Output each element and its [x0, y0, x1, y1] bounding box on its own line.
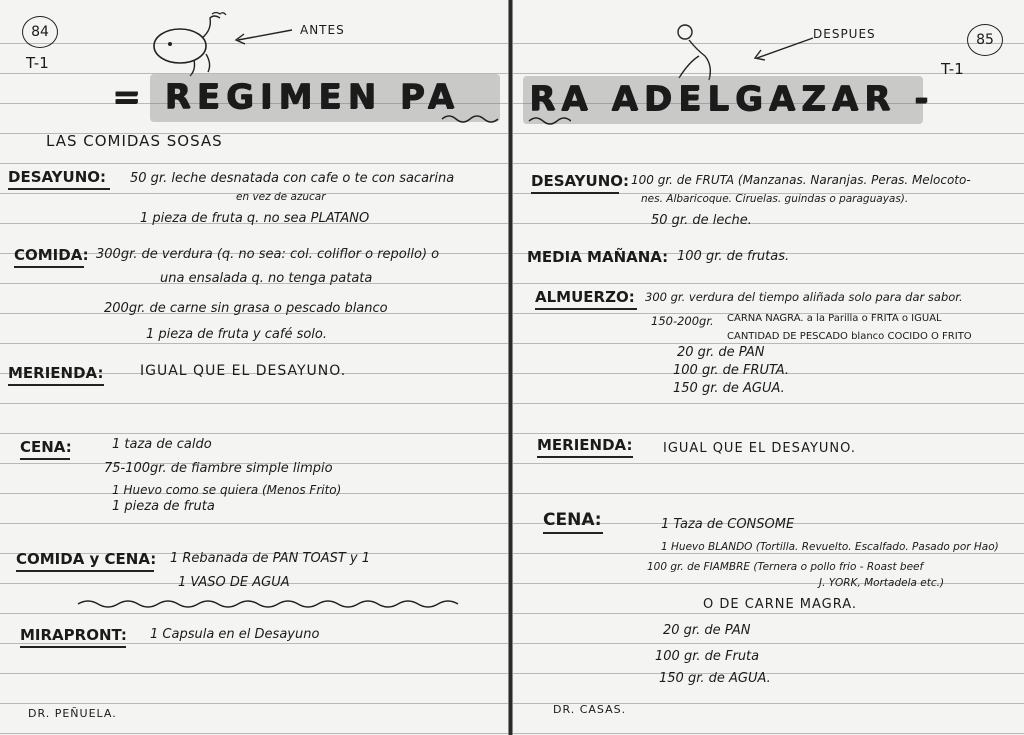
media-manana-heading: MEDIA MAÑANA:: [527, 248, 669, 266]
cena-heading-right: CENA:: [543, 510, 602, 530]
almuerzo-line-5: 100 gr. de FRUTA.: [673, 363, 790, 378]
annotation-after: DESPUES: [813, 27, 876, 41]
cena-right-line-3: 100 gr. de FIAMBRE (Ternera o pollo frio - Roast beef: [647, 561, 924, 573]
page-number-right: 85: [967, 24, 1003, 56]
cena-right-line-5: O DE CARNE MAGRA.: [703, 597, 858, 612]
cena-right-line-1: 1 Taza de CONSOME: [661, 517, 795, 532]
divider-squiggle: [76, 598, 476, 610]
mirapront-heading: MIRAPRONT:: [20, 626, 127, 644]
almuerzo-line-3: CANTIDAD DE PESCADO blanco COCIDO O FRITO: [727, 331, 972, 342]
desayuno-underline-right: [531, 192, 619, 194]
arrow-icon: [751, 36, 815, 62]
doctor-left: DR. PEÑUELA.: [28, 707, 117, 720]
desayuno-right-line-1: 100 gr. de FRUTA (Manzanas. Naranjas. Peras. Melocoto-: [631, 173, 971, 187]
mirapront-text: 1 Capsula en el Desayuno: [150, 627, 320, 642]
cena-underline-right: [543, 532, 603, 534]
title-right: RA ADELGAZAR -: [529, 79, 935, 119]
subtitle: LAS COMIDAS SOSAS: [46, 132, 223, 150]
tag-left: T-1: [26, 54, 49, 72]
desayuno-right-line-2: nes. Albaricoque. Ciruelas. guindas o paraguayas).: [641, 193, 909, 205]
almuerzo-line-6: 150 gr. de AGUA.: [673, 381, 785, 396]
cena-right-line-8: 150 gr. de AGUA.: [659, 671, 771, 686]
cena-heading: CENA:: [20, 438, 72, 456]
cena-line-3: 1 Huevo como se quiera (Menos Frito): [112, 483, 342, 497]
merienda-underline: [8, 384, 104, 386]
title-squiggle: [440, 114, 500, 124]
merienda-underline-right: [537, 456, 633, 458]
comida-line-4: 1 pieza de fruta y café solo.: [146, 327, 327, 342]
left-page: [0, 0, 509, 735]
comida-underline: [14, 266, 84, 268]
merienda-heading: MERIENDA:: [8, 364, 104, 382]
tag-right: T-1: [941, 60, 964, 78]
desayuno-underline: [8, 188, 110, 190]
right-page: [512, 0, 1024, 735]
desayuno-heading: DESAYUNO:: [8, 168, 107, 186]
cena-underline: [20, 458, 70, 460]
cena-line-2: 75-100gr. de fiambre simple limpio: [104, 461, 333, 476]
comida-heading: COMIDA:: [14, 246, 89, 264]
comida-cena-line-1: 1 Rebanada de PAN TOAST y 1: [170, 551, 371, 566]
title-squiggle: [527, 116, 571, 126]
comida-line-1: 300gr. de verdura (q. no sea: col. coliflor o repollo) o: [96, 247, 440, 262]
desayuno-right-line-3: 50 gr. de leche.: [651, 213, 752, 228]
merienda-text-right: IGUAL QUE EL DESAYUNO.: [663, 441, 856, 456]
desayuno-heading-right: DESAYUNO:: [531, 172, 630, 190]
title-left: = REGIMEN PA: [112, 77, 460, 117]
desayuno-line-2: 1 pieza de fruta q. no sea PLATANO: [140, 211, 370, 226]
merienda-heading-right: MERIENDA:: [537, 436, 633, 454]
almuerzo-line-2a: 150-200gr.: [651, 314, 714, 328]
comida-cena-underline: [16, 570, 154, 572]
merienda-text: IGUAL QUE EL DESAYUNO.: [140, 363, 347, 379]
cena-right-line-4: J. YORK, Mortadela etc.): [819, 577, 945, 589]
almuerzo-line-4: 20 gr. de PAN: [677, 345, 765, 360]
cena-right-line-6: 20 gr. de PAN: [663, 623, 751, 638]
cena-right-line-2: 1 Huevo BLANDO (Tortilla. Revuelto. Escalfado. Pasado por Hao): [661, 541, 999, 553]
annotation-before: ANTES: [300, 23, 345, 37]
cena-line-4: 1 pieza de fruta: [112, 499, 215, 514]
cena-line-1: 1 taza de caldo: [112, 437, 212, 452]
before-figure-drawing: [150, 8, 240, 80]
comida-cena-line-2: 1 VASO DE AGUA: [178, 575, 290, 590]
almuerzo-line-1: 300 gr. verdura del tiempo aliñada solo para dar sabor.: [645, 290, 963, 304]
desayuno-line-1: 50 gr. leche desnatada con cafe o te con sacarina: [130, 171, 455, 186]
almuerzo-underline: [535, 308, 637, 310]
comida-line-3: 200gr. de carne sin grasa o pescado blanco: [104, 301, 388, 316]
doctor-right: DR. CASAS.: [553, 703, 627, 716]
page-number-left: 84: [22, 16, 58, 48]
comida-line-2: una ensalada q. no tenga patata: [160, 271, 373, 286]
mirapront-underline: [20, 646, 126, 648]
almuerzo-line-2b: CARNA NAGRA. a la Parilla o FRITA o IGUAL: [727, 313, 942, 324]
comida-cena-heading: COMIDA y CENA:: [16, 550, 157, 568]
arrow-icon: [232, 26, 294, 46]
cena-right-line-7: 100 gr. de Fruta: [655, 649, 760, 664]
media-manana-text: 100 gr. de frutas.: [677, 249, 790, 264]
desayuno-line-1b: en vez de azucar: [236, 191, 326, 203]
almuerzo-heading: ALMUERZO:: [535, 288, 635, 306]
